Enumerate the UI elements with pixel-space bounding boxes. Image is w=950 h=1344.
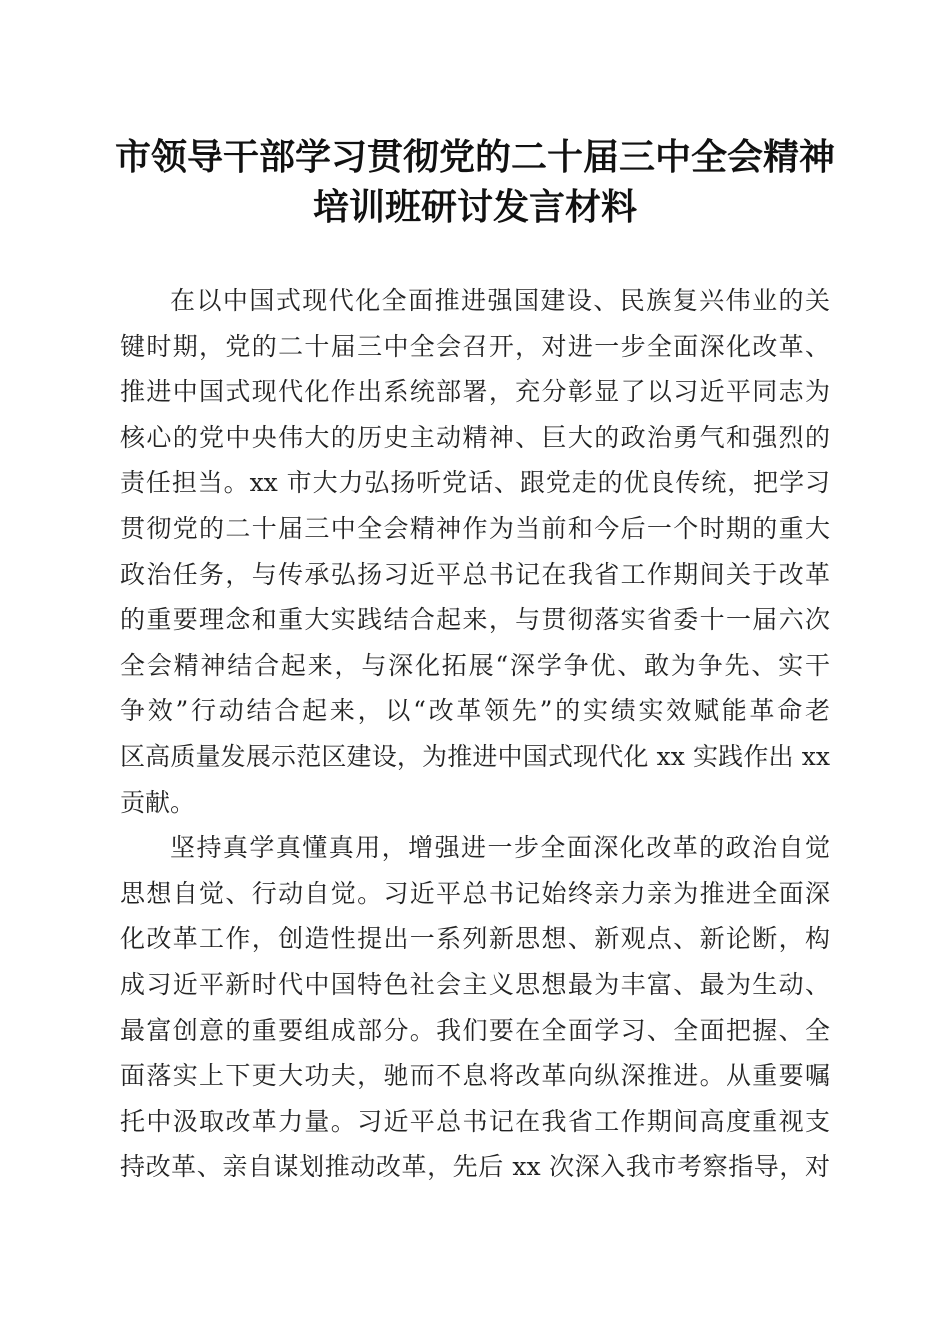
text-line: 核心的党中央伟大的历史主动精神、巨大的政治勇气和强烈的 <box>120 422 830 452</box>
document-title <box>100 132 850 232</box>
text-line: 最富创意的重要组成部分。我们要在全面学习、全面把握、全 <box>120 1015 830 1045</box>
text-line: 争效”行动结合起来，以“改革领先”的实绩实效赋能革命老 <box>120 696 830 726</box>
text-line: 推进中国式现代化作出系统部署，充分彰显了以习近平同志为 <box>120 377 830 407</box>
text-line: 全会精神结合起来，与深化拓展“深学争优、敢为争先、实干 <box>120 650 830 680</box>
text-line: 政治任务，与传承弘扬习近平总书记在我省工作期间关于改革 <box>120 559 830 589</box>
text-line: 区高质量发展示范区建设，为推进中国式现代化 xx 实践作出 xx <box>120 741 830 771</box>
text-line: 的重要理念和重大实践结合起来，与贯彻落实省委十一届六次 <box>120 605 830 635</box>
text-line: 坚持真学真懂真用，增强进一步全面深化改革的政治自觉 <box>170 833 830 863</box>
title-line-2: 培训班研讨发言材料 <box>312 186 637 228</box>
text-line: 面落实上下更大功夫，驰而不息将改革向纵深推进。从重要嘱 <box>120 1061 830 1091</box>
text-line: 贡献。 <box>120 787 196 817</box>
document-body <box>120 278 830 1190</box>
title-line-1: 市领导干部学习贯彻党的二十届三中全会精神 <box>114 136 835 178</box>
paragraph-2 <box>120 825 830 1190</box>
text-line: 思想自觉、行动自觉。习近平总书记始终亲力亲为推进全面深 <box>120 878 830 908</box>
text-line: 责任担当。xx 市大力弘扬听党话、跟党走的优良传统，把学习 <box>120 468 830 498</box>
text-line: 键时期，党的二十届三中全会召开，对进一步全面深化改革、 <box>120 331 830 361</box>
text-line: 在以中国式现代化全面推进强国建设、民族复兴伟业的关 <box>170 286 830 315</box>
paragraph-1 <box>120 278 830 825</box>
text-line: 贯彻党的二十届三中全会精神作为当前和今后一个时期的重大 <box>120 513 830 543</box>
text-line: 化改革工作，创造性提出一系列新思想、新观点、新论断，构 <box>120 924 830 954</box>
text-line: 持改革、亲自谋划推动改革，先后 xx 次深入我市考察指导，对 <box>120 1152 830 1182</box>
text-line: 成习近平新时代中国特色社会主义思想最为丰富、最为生动、 <box>120 969 830 999</box>
text-line: 托中汲取改革力量。习近平总书记在我省工作期间高度重视支 <box>120 1106 830 1136</box>
